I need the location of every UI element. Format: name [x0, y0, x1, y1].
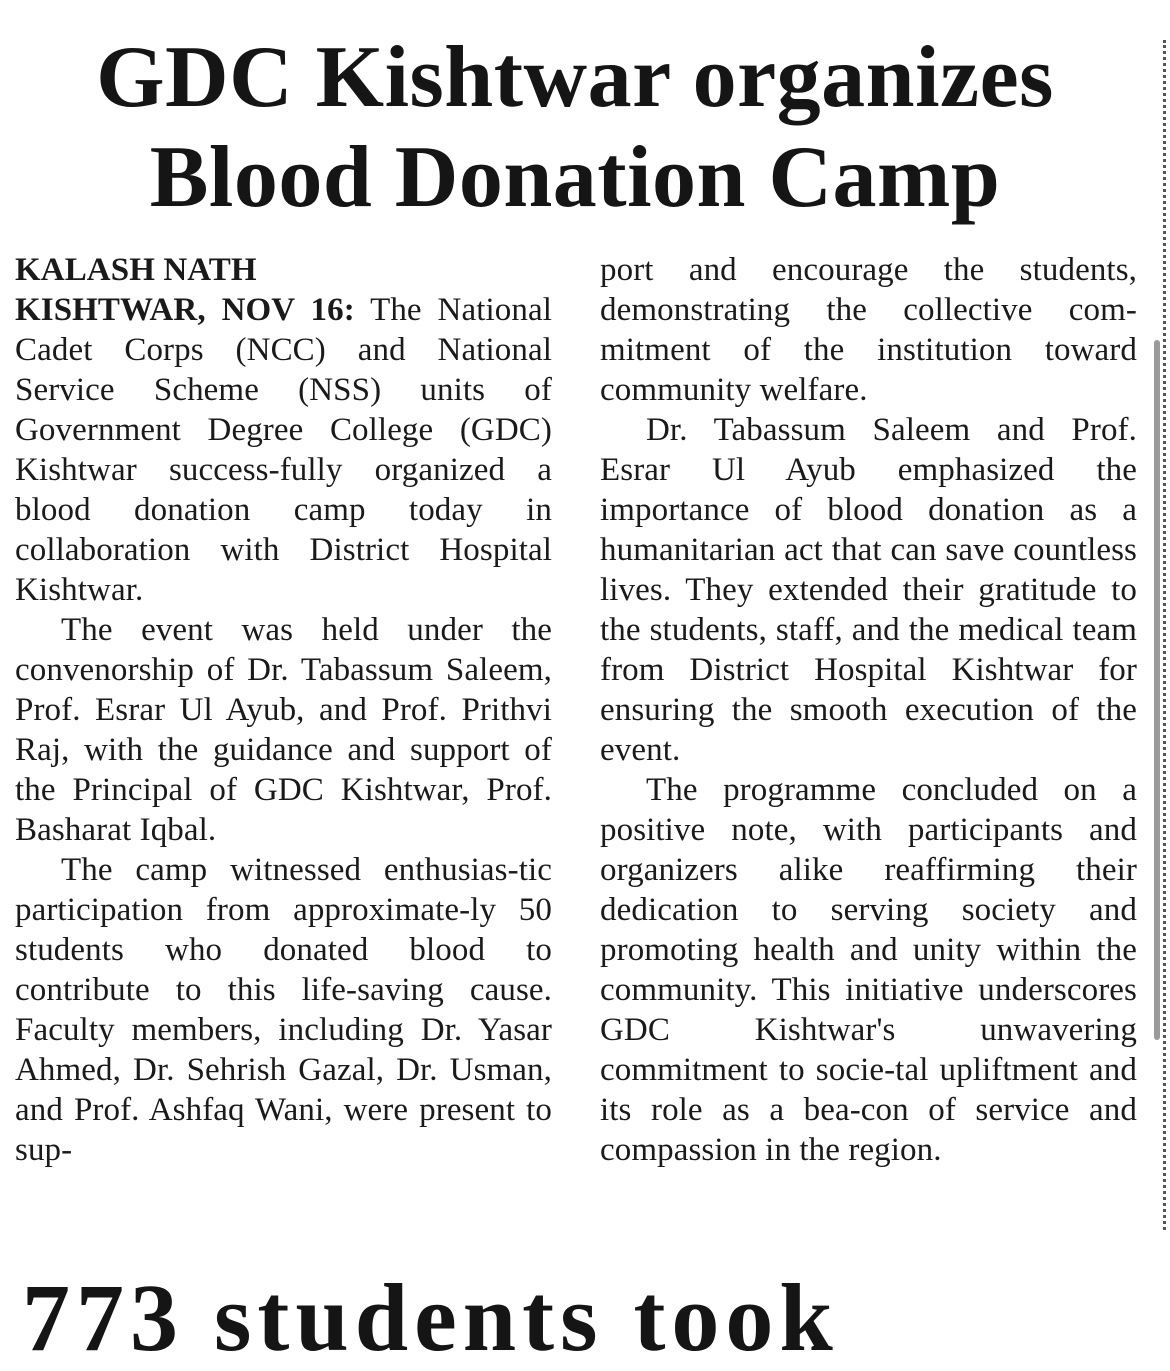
headline-line-2: Blood Donation Camp [149, 129, 1001, 226]
article-column-right [600, 250, 1137, 1170]
article-headline [0, 28, 1150, 228]
byline: KALASH NATH [15, 252, 257, 288]
lead-paragraph [15, 290, 552, 610]
paragraph-3-part-2: port and encourage the students, demonstrating the collective com-mitment of the institution toward community welfare. [600, 252, 1137, 408]
paragraph-2: The event was held under the convenorship of Dr. Tabassum Saleem, Prof. Esrar Ul Ayub, and Prof. Prithvi Raj, with the guidance and support of the Principal of GDC Kishtwar, Prof. Basharat Iqbal. [15, 612, 552, 848]
paragraph-4: Dr. Tabassum Saleem and Prof. Esrar Ul Ayub emphasized the importance of blood donation as a humanitarian act that can save countless lives. They extended their gratitude to the students, staff, and the medical team from District Hospital Kishtwar for ensuring the smooth execution of the event. [600, 412, 1137, 768]
article-column-left [15, 250, 552, 1170]
paragraph-3-part-1: The camp witnessed enthusias-tic participation from approximate-ly 50 students who donated blood to contribute to this life-saving cause. Faculty members, including Dr. Yasar Ahmed, Dr. Sehrish Gazal, Dr. Usman, and Prof. Ashfaq Wani, were present to sup- [15, 852, 552, 1168]
paragraph-5: The programme concluded on a positive note, with participants and organizers alike reaffirming their dedication to serving society and promoting health and unity within the community. This initiative underscores GDC Kishtwar's unwavering commitment to socie-tal upliftment and its role as a bea-con of service and compassion in the region. [600, 772, 1137, 1168]
next-article-headline: 773 students took [22, 1264, 839, 1371]
dateline: KISHTWAR, NOV 16: [15, 292, 355, 328]
scrollbar[interactable] [1154, 340, 1160, 1040]
column-divider-rule [1163, 40, 1166, 1230]
lead-text: The National Cadet Corps (NCC) and National Service Scheme (NSS) units of Government Degree College (GDC) Kishtwar success-fully organized a blood donation camp today in collaboration with District Hospital Kishtwar. [15, 292, 552, 608]
headline-line-1: GDC Kishtwar organizes [96, 29, 1054, 126]
